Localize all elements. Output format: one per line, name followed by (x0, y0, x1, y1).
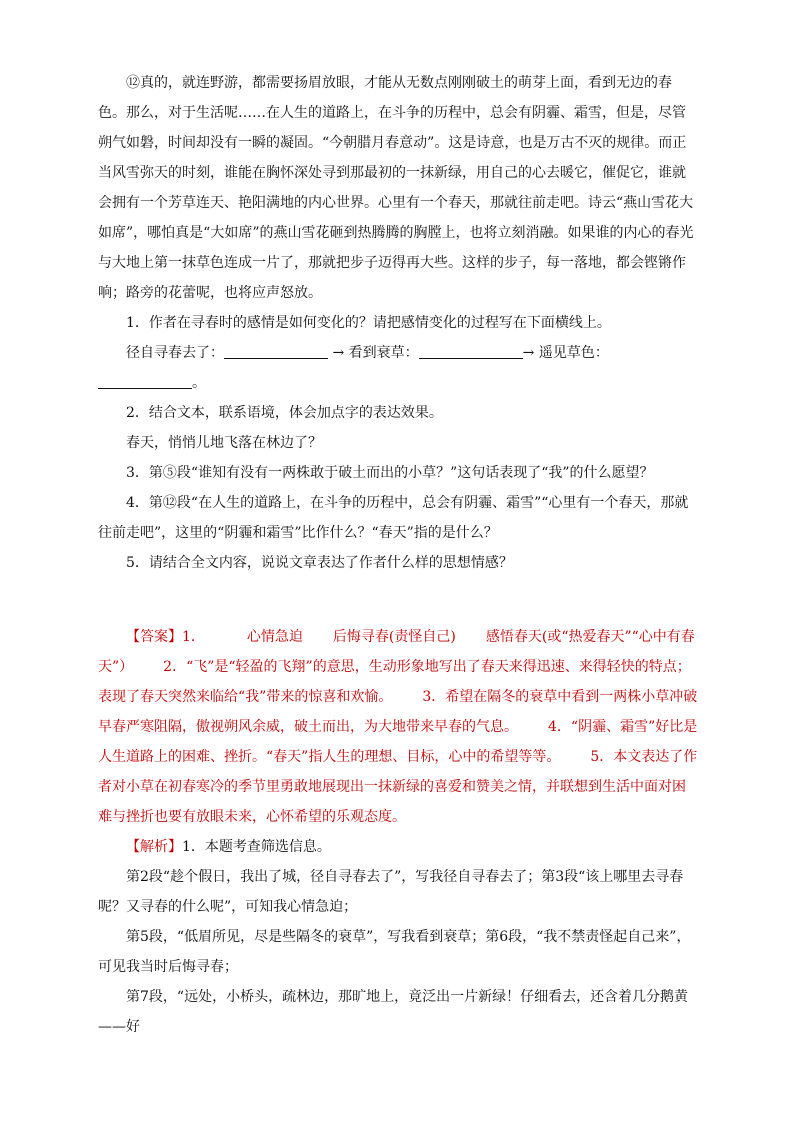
question-5: 5．请结合全文内容，说说文章表达了作者什么样的思想情感？ (126, 555, 513, 571)
analysis-label: 【解析】 (126, 839, 182, 855)
answer-3: 3．希望在隔冬的衰草中看到一两株小草冲破早春严寒阻隔，傲视朔风余威，破土而出，为大地带来早春的气息。 (98, 689, 698, 735)
analysis-intro-text: 1．本题考查筛选信息。 (182, 839, 331, 855)
blank-end: 。 (192, 375, 206, 391)
question-1: 1．作者在寻春时的感情是如何变化的？请把感情变化的过程写在下面横线上。 (126, 315, 611, 331)
blank-label-b: → 看到衰草： (332, 345, 419, 361)
analysis-paragraph-7: 第7段，“远处，小桥头，疏林边，那旷地上，竟泛出一片新绿！仔细看去，还含着几分鹅黄——好 (98, 989, 689, 1035)
answer-1-part-1: 心情急迫 (246, 629, 303, 645)
answer-1-part-2: 后悔寻春(责怪自己) (332, 629, 456, 645)
answer-5: 5．本文表达了作者对小草在初春寒冷的季节里勇敢地展现出一抹新绿的喜爱和赞美之情，并联想到生活中面对困难与挫折也要有放眼未来，心怀希望的乐观态度。 (98, 749, 698, 825)
answer-blank-2[interactable] (419, 342, 523, 359)
answer-1-number: 1． (182, 629, 205, 645)
answer-4: 4．“阴霾、霜雪”好比是人生道路上的困难、挫折。“春天”指人生的理想、目标，心中的希望等等。 (98, 719, 698, 765)
question-4: 4．第⑫段“在人生的道路上，在斗争的历程中，总会有阴霾、霜雪”“心里有一个春天，那就往前走吧”，这里的“阴霾和霜雪”比作什么？“春天”指的是什么？ (98, 495, 689, 541)
question-3: 3．第⑤段“谁知有没有一两株敢于破土而出的小草？”这句话表现了“我”的什么愿望？ (126, 465, 654, 481)
blank-label-c: → 遥见草色： (522, 345, 609, 361)
question-2-sentence: 春天，悄悄儿地飞落在林边了？ (126, 435, 322, 451)
analysis-paragraph-2: 第2段“趁个假日，我出了城，径自寻春去了”，写我径自寻春去了；第3段“该上哪里去寻春呢？又寻春的什么呢”，可知我心情急迫； (98, 869, 684, 915)
answer-1-part-3: 感悟春天(或“热爱春天”“心中有春天”） (98, 629, 695, 675)
document-content (98, 68, 698, 1042)
answer-2: 2．“飞”是“轻盈的飞翔”的意思，生动形象地写出了春天来得迅速、来得轻快的特点；表现了春天突然来临给“我”带来的惊喜和欢愉。 (98, 659, 691, 705)
analysis-intro (98, 832, 698, 862)
passage-paragraph-12: ⑫真的，就连野游，都需要扬眉放眼，才能从无数点刚刚破土的萌芽上面，看到无边的春色。那么，对于生活呢……在人生的道路上，在斗争的历程中，总会有阴霾、霜雪，但是，尽管朔气如磐，时间却没有一瞬的凝固。“今朝腊月春意动”。这是诗意，也是万古不灭的规律。而正当风雪弥天的时刻，谁能在胸怀深处寻到那最初的一抹新绿，用自己的心去暖它，催促它，谁就会拥有一个芳草连天、艳阳满地的内心世界。心里有一个春天，那就往前走吧。诗云“燕山雪花大如席”，哪怕真是“大如席”的燕山雪花砸到热腾腾的胸膛上，也将立刻消融。如果谁的内心的春光与大地上第一抹草色连成一片了，那就把步子迈得再大些。这样的步子，每一落地，都会铿锵作响；路旁的花蕾呢，也将应声怒放。 (98, 75, 694, 301)
answer-blank-1[interactable] (224, 342, 328, 359)
answer-blank-3[interactable] (98, 372, 192, 389)
section-gap (98, 578, 698, 622)
answer-label: 【答案】 (126, 629, 182, 645)
blank-label-a: 径自寻春去了： (126, 345, 224, 361)
answer-block (98, 622, 698, 832)
analysis-paragraph-5: 第5段，“低眉所见，尽是些隔冬的衰草”，写我看到衰草；第6段，“我不禁责怪起自己来”，可见我当时后悔寻春； (98, 929, 691, 975)
question-2: 2．结合文本，联系语境，体会加点字的表达效果。 (126, 405, 443, 421)
question-1-blanks (98, 338, 698, 398)
